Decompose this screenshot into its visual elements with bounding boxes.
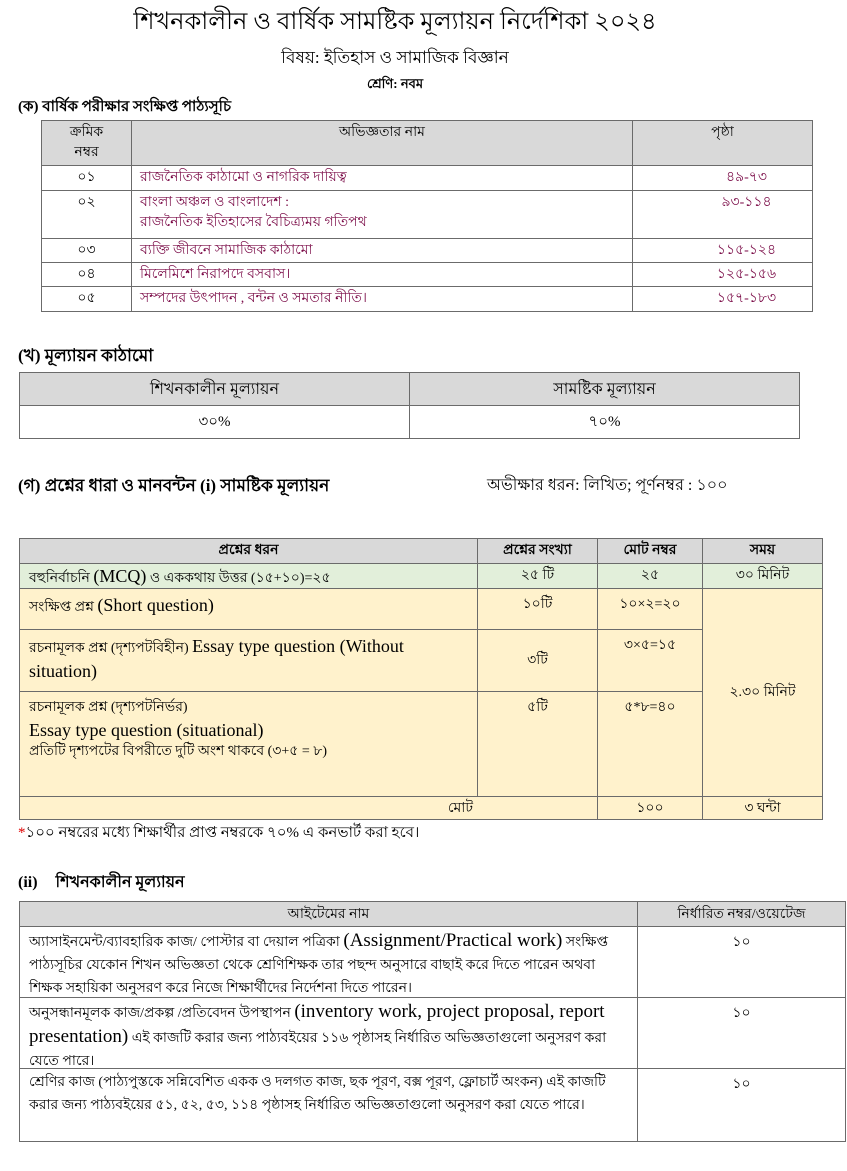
mcq-count: ২৫ টি [478, 564, 597, 588]
syllabus-row-name-line2: রাজনৈতিক ইতিহাসের বৈচিত্র্যময় গতিপথ [140, 215, 367, 230]
formative-item-classwork [20, 1069, 637, 1141]
short-question-type-bn: সংক্ষিপ্ত প্রশ্ন [29, 600, 98, 615]
essay-without-situation-marks: ৩×৫=১৫ [598, 630, 702, 691]
summative-header-type: প্রশ্নের ধরন [20, 539, 477, 563]
formative-item-text-bn: অ্যাসাইনমেন্ট/ব্যাবহারিক কাজ/ পোস্টার বা দেয়াল পত্রিকা [29, 935, 344, 950]
summative-header-count: প্রশ্নের সংখ্যা [478, 539, 597, 563]
formative-item-text-en: (Assignment/Practical work) [343, 930, 563, 951]
short-question-count: ১০টি [478, 589, 597, 629]
essay-situational-marks: ৫*৮=৪০ [598, 692, 702, 796]
formative-heading [18, 871, 185, 895]
formative-item-assignment [20, 927, 637, 997]
note-text: ১০০ নম্বরের মধ্যে শিক্ষার্থীর প্রাপ্ত নম্বরকে ৭০% এ কনভার্ট করা হবে। [25, 825, 420, 841]
mcq-type-bn: বহুনির্বাচনি [29, 571, 94, 586]
essay-situational-type-bn: রচনামূলক প্রশ্ন (দৃশ্যপটনির্ভর) [29, 700, 188, 715]
conversion-note [18, 822, 419, 844]
summative-header-time: সময় [703, 539, 822, 563]
essay-situational-count: ৫টি [478, 692, 597, 796]
formative-item-text-bn2: এই কাজটি করার জন্য পাঠ্যবইয়ের ১১৬ পৃষ্ঠাসহ নির্ধারিত অভিজ্ঞতাগুলো অনুসরণ করা যেতে পারে। [29, 1031, 607, 1068]
formative-heading-text: শিখনকালীন মূল্যায়ন [55, 874, 185, 891]
summative-heading: (গ) প্রশ্নের ধারা ও মানবন্টন (i) সামষ্টিক মূল্যায়ন [18, 476, 330, 495]
framework-value-formative: ৩০% [20, 406, 409, 438]
syllabus-row-serial: ০৩ [42, 239, 131, 262]
formative-header-item: আইটেমের নাম [20, 902, 637, 926]
formative-header-marks: নির্ধারিত নম্বর/ওয়েটেজ [638, 902, 845, 926]
essay-without-situation-count: ৩টি [478, 630, 597, 691]
formative-item-marks: ১০ [638, 1069, 845, 1141]
syllabus-header-name: অভিজ্ঞতার নাম [132, 121, 632, 165]
syllabus-table [41, 120, 813, 312]
class-line: শ্রেণি: নবম [366, 76, 424, 91]
written-time: ২.৩০ মিনিট [703, 589, 822, 796]
syllabus-header-pages: পৃষ্ঠা [633, 121, 812, 165]
formative-table [19, 901, 846, 1142]
formative-item-inquiry [20, 998, 637, 1068]
subject-line: বিষয়: ইতিহাস ও সামাজিক বিজ্ঞান [281, 48, 509, 67]
test-info: অভীক্ষার ধরন: লিখিত; পূর্ণনম্বর : ১০০ [487, 477, 728, 494]
syllabus-row-pages: ৯৩-১১৪ [633, 191, 812, 238]
syllabus-row-name: মিলেমিশে নিরাপদে বসবাস। [132, 263, 632, 286]
summative-table [19, 538, 823, 820]
formative-item-marks: ১০ [638, 927, 845, 997]
mcq-marks: ২৫ [598, 564, 702, 588]
syllabus-row-name: সম্পদের উৎপাদন , বন্টন ও সমতার নীতি। [132, 287, 632, 311]
formative-item-text-bn: অনুসন্ধানমূলক কাজ/প্রকল্প /প্রতিবেদন উপস্থাপন [29, 1006, 295, 1021]
total-label: মোট [20, 797, 597, 819]
essay-situational-note: প্রতিটি দৃশ্যপটের বিপরীতে দুটি অংশ থাকবে (৩+৫ = ৮) [29, 744, 328, 759]
formative-item-text-en: (inventory work, project proposal, report presentation) [29, 1001, 605, 1047]
syllabus-header-serial [42, 121, 131, 165]
short-question-marks: ১০×২=২০ [598, 589, 702, 629]
short-question-type [20, 589, 477, 629]
syllabus-row-name: রাজনৈতিক কাঠামো ও নাগরিক দায়িত্ব [132, 166, 632, 190]
formative-item-marks: ১০ [638, 998, 845, 1068]
framework-heading: (খ) মূল্যায়ন কাঠামো [18, 346, 154, 365]
mcq-time: ৩০ মিনিট [703, 564, 822, 588]
mcq-type-bn2: ও এককথায় উত্তর (১৫+১০)=২৫ [146, 571, 331, 586]
essay-situational-type-en: Essay type question (situational) [29, 720, 264, 740]
note-asterisk: * [18, 825, 26, 841]
summative-header-marks: মোট নম্বর [598, 539, 702, 563]
essay-without-situation-type [20, 630, 477, 691]
syllabus-row-serial: ০৫ [42, 287, 131, 311]
formative-item-text-bn: শ্রেণির কাজ (পাঠ্যপুস্তকে সন্নিবেশিত একক ও দলগত কাজ, ছক পূরণ, বক্স পূরণ, ফ্লোচার্ট অংকন) এই কাজটি করার জন্য পাঠ্যবইয়ের ৫১, ৫২, ৫৩, ১১৪ পৃষ্ঠাসহ নির্ধারিত অভিজ্ঞতাগুলো অনুসরণ করা যেতে পারে। [29, 1075, 606, 1113]
mcq-type-en: (MCQ) [93, 566, 147, 586]
syllabus-row-pages: ১২৫-১৫৬ [633, 263, 812, 286]
mcq-type [20, 564, 477, 588]
syllabus-row-name-line1: বাংলা অঞ্চল ও বাংলাদেশ : [140, 195, 289, 210]
formative-item-text-bn2: সংক্ষিপ্ত পাঠ্যসূচির যেকোন শিখন অভিজ্ঞতা থেকে শ্রেণিশিক্ষক তার পছন্দ অনুসারে বাছাই করে দিতে পারেন অথবা শিক্ষক সহায়িকা অনুসরণ করে নিজে শিক্ষার্থীদের নির্দেশনা দিতে পারেন। [29, 935, 608, 996]
framework-header-formative: শিখনকালীন মূল্যায়ন [20, 373, 409, 405]
syllabus-row-pages: ৪৯-৭৩ [633, 166, 812, 190]
essay-without-situation-type-en: Essay type question (Without situation) [29, 636, 404, 681]
syllabus-row-name [132, 191, 632, 238]
framework-header-summative: সামষ্টিক মূল্যায়ন [410, 373, 799, 405]
essay-without-situation-type-bn: রচনামূলক প্রশ্ন (দৃশ্যপটবিহীন) [29, 641, 193, 656]
document-title: শিখনকালীন ও বার্ষিক সামষ্টিক মূল্যায়ন নির্দেশিকা ২০২৪ [133, 9, 657, 35]
framework-table [19, 372, 800, 439]
formative-heading-number: (ii) [18, 874, 38, 891]
syllabus-row-serial: ০৪ [42, 263, 131, 286]
syllabus-header-serial-line1: ক্রমিক [69, 125, 104, 140]
total-marks: ১০০ [598, 797, 702, 819]
framework-value-summative: ৭০% [410, 406, 799, 438]
short-question-type-en: (Short question) [97, 595, 214, 615]
syllabus-row-serial: ০২ [42, 191, 131, 238]
syllabus-header-serial-line2: নম্বর [74, 145, 99, 160]
syllabus-row-pages: ১১৫-১২৪ [633, 239, 812, 262]
syllabus-heading: (ক) বার্ষিক পরীক্ষার সংক্ষিপ্ত পাঠ্যসূচি [18, 99, 232, 115]
syllabus-row-serial: ০১ [42, 166, 131, 190]
total-time: ৩ ঘন্টা [703, 797, 822, 819]
essay-situational-type [20, 692, 477, 796]
syllabus-row-name: ব্যক্তি জীবনে সামাজিক কাঠামো [132, 239, 632, 262]
syllabus-row-pages: ১৫৭-১৮৩ [633, 287, 812, 311]
